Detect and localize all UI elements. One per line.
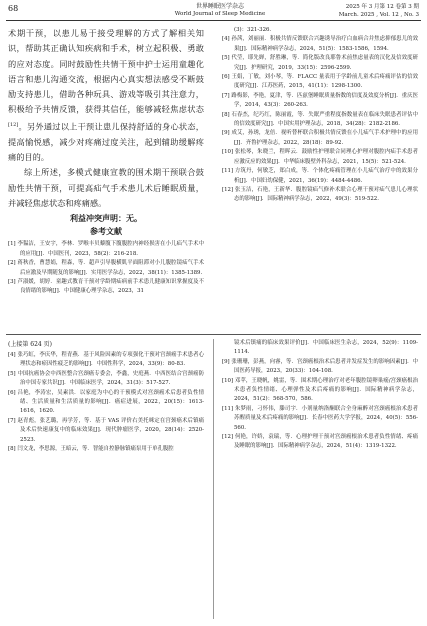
reference-item: [5] 中国抗癌协会中西医整合宫颈癌专委会，李鑫，史庭燕．中西医结合宫颈癌防治中国专家共识[J]．中国临床医学，2024，31(3)：517-527. <box>8 370 204 387</box>
reference-item: [1] 李韫洁，王安宇，李林．罗喉丰贝藜腹下腹腹腔内神经损害在小儿疝气手术中的应用[J]．中国医刊，2023，58(2)：216-218. <box>8 241 204 257</box>
journal-title-en: World Journal of Sleep Medicine <box>174 11 266 17</box>
reference-item: [4] 张巧虹，李庆华，程青燕．基于风险因素的专项强化干预对宫颈癌手术患者心理状态和瘀因性疲乏的影响[J]．中国性科学，2024，33(9)：80-83. <box>8 352 204 368</box>
reference-item: (3)：321-326. <box>234 27 272 33</box>
reference-item: [11] 方筑丹，何敏芝，郑白成，等．个体化疼痛管理在小儿疝气治疗中的效果分析[J]．中国妇幼保健，2021，36(19)：4484-4486. <box>222 168 418 184</box>
reference-item: [9] 张珊珊，彭燕，向睿，等．宫颈癌根治术后患者并发症发生的影响因素[J]．中国医药导报，2023，20(33)：104-108. <box>222 358 418 375</box>
body-paragraph-part-1: 术期干预，以患儿易于接受理解的方式了解相关知识，帮助其正确认知疾病和手术，树立起积极、勇敢的应对态度。同时鼓励性共情干预中护士运用童趣化语言和患儿沟通交流，根据内心真实想法感受不断鼓励支持患儿，借助各种玩具、游戏等吸引其注意力，积极给予共情反馈，获得其信任，能够减轻焦虑状态 <box>8 28 204 115</box>
reference-item: [5] 代莹，耶先婵，舒胜琳，等．简化版改良耶鲁术前焦虑量表的汉化及信效度研究[J]．护理研究，2019，33(15)：2596-2599. <box>222 55 418 71</box>
right-column-bottom <box>222 339 418 619</box>
column-divider <box>213 339 214 619</box>
reference-item: [8] 闫文龙，李思源，王暗云，等．智能自控静脉镇痛泵用于单孔腹腔 <box>8 446 174 453</box>
issue-info-en: March. 2025 , Vol. 12 , No. 3 <box>338 12 419 18</box>
reference-item: 镜术后镇痛的临床效果评价[J]．中国临床医生杂志，2024，52(9)：1109-1114. <box>234 340 418 356</box>
journal-title-cn: 世界睡眠医学杂志 <box>195 3 244 10</box>
reference-item: [12] 张玉洁，石艳，王新华．腹腔镜疝气修补术联合心理干预对疝气患儿心理状态的影响[J]．国际精神病学杂志，2022，49(3)：519-522. <box>222 186 418 203</box>
reference-item: [10] 张松琴，朱晓兰，程晖云．鼓励性护理联合同理心护理对腹腔内疝手术患者应激反应的效果[J]．中华临床腹壁外科杂志，2021，15(5)：521-524. <box>222 149 418 165</box>
reference-item: [6] 王娟，丁敏，刘小琴，等．FLACC 量表用于学龄前儿童术后疼痛评估的信效度研究[J]．江苏医药，2015，41(11)：1298-1300. <box>222 74 418 90</box>
reference-item: [4] 孙茜，刘丽丽．积极共情反馈联合兴趣诱导治疗白血病合并焦虑抑郁患儿的效果[J]．国际精神病学杂志，2024，51(5)：1583-1586，1594. <box>222 36 418 52</box>
journal-title <box>150 3 290 18</box>
section-separator <box>6 334 421 335</box>
reference-item: [9] 成艾，孙琇，龙倍．视听替杯联合积极共情反馈在小儿疝气手术护理中的应用[J]．齐鲁护理杂志，2022，28(18)：89-92. <box>222 130 418 146</box>
reference-item: [3] 芦淑媛，胡婷．童趣式教育干预对学龄期疝病前手术患儿健康知识掌握度及不良情绪的影响[J]．中国健康心理学杂志，2023，31 <box>8 278 204 295</box>
left-column-bottom <box>8 339 204 619</box>
left-column-top <box>8 26 204 331</box>
page-number: 68 <box>8 4 19 13</box>
conflict-statement: 利益冲突声明：无。 <box>70 214 142 224</box>
reference-item: [7] 路梅影，李艳，夏津，等．匹兹堡睡眠质量指数的信度及效度分析[J]．重庆医学，2014，43(3)：260-263. <box>222 92 418 109</box>
reference-item: [8] 石春杰，纪巧红，陈丽霞，等．失眠严重程度指数量表在临床失眠患者评估中的信效度研究[J]．中国实用护理杂志，2018，34(28)：2182-2186. <box>222 111 418 128</box>
body-paragraph <box>8 26 204 165</box>
issue-info <box>339 3 419 19</box>
reference-item: [2] 蒋秋香，曹慧娟，程森，等．超声引导腹横肌平面阻滞对小儿腹腔镜疝气手术后应激及早期随复的影响[J]．实用医学杂志，2022，38(11)：1385-1389. <box>8 260 204 276</box>
reference-item: [7] 赵青彪，张艺璐，再学芳，等．基于 VAS 评价右美托咪定在宫颈癌术后镇痛及术后快速康复中的临床效果[J]．现代肿瘤医学，2020，28(14)：2520-2523. <box>8 417 204 443</box>
header-rule <box>6 20 421 21</box>
references-title: 参考文献 <box>90 227 122 237</box>
body-paragraph-part-2: 。另外通过以上干预让患儿保持舒适的身心状态，提高愉悦感，减少对疼痛过度关注，起到辅助缓解疼痛的目的。 <box>8 121 204 163</box>
continuation-label: (上接第 624 页) <box>8 341 52 348</box>
conclusion-paragraph: 综上所述，多模式健康宣教的围术期干预联合鼓励性共情干预，可提高疝气手术患儿术后睡眠质量，并减轻焦虑状态和疼痛感。 <box>8 167 204 208</box>
issue-info-cn: 2025 年 3 月第 12 卷第 3 期 <box>345 4 419 10</box>
reference-item: [11] 朱梦雨，刁怀伟，滕司宇．小剂量纳洛酮联合全身麻醉对宫颈癌根治术患者苏醒质量及术后疼痛的影响[J]．长春中医药大学学报，2024，40(5)：556-560. <box>222 405 418 431</box>
right-column-top <box>222 26 418 331</box>
reference-item: [6] 吕艳，李涛宏，吴素洪．以家庭为中心的干预模式对宫颈癌术后患者负性情绪、生活质量和生活质量的影响[J]．癌症进展，2022，20(15)：1613-1616，1620. <box>8 389 204 415</box>
reference-item: [12] 何艳，许娇，袁瑞，等．心理护理干预对宫颈癌根治术患者负性情绪、疼痛及睡眠的影响[J]．国际精神病学杂志，2024，51(4)：1319-1322. <box>222 434 418 450</box>
reference-item: [10] 邓苹，王晓帆，姚雷，等．围术期心理治疗对老年腹腔镜卵巢癌/宫颈癌根治术患者负性情绪、心理弹性及术后疼痛的影响[J]．国际精神病学杂志，2024，51(2)：568-570，586. <box>222 377 418 403</box>
citation-mark: [12] <box>8 121 19 128</box>
